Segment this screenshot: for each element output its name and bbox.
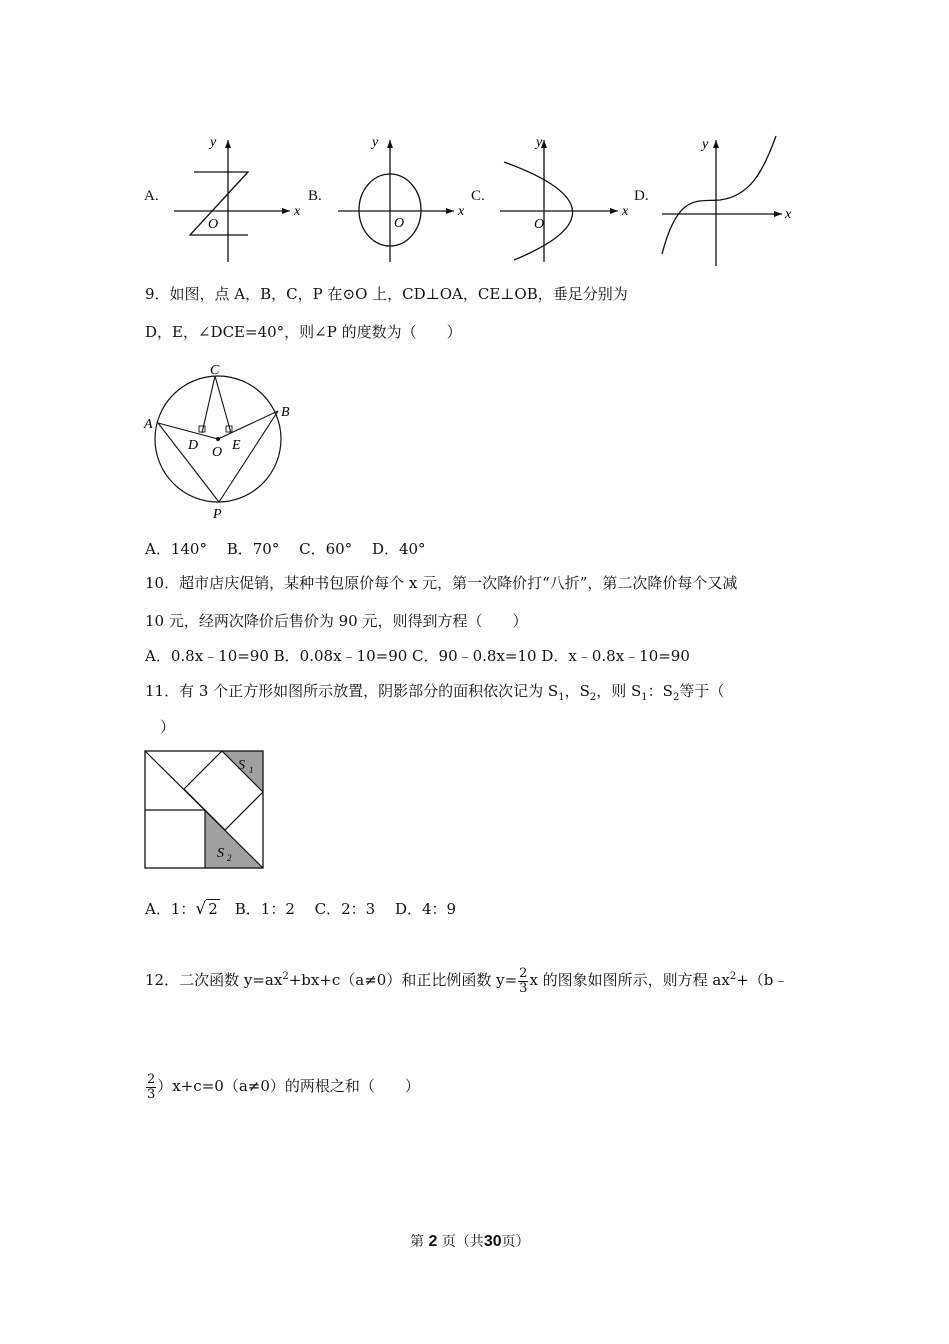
y-axis-label: y [702, 137, 709, 152]
x-axis-label: x [458, 204, 465, 219]
q11-option-a: A．1： [145, 900, 196, 918]
sqrt-radicand: 2 [208, 900, 218, 918]
graph-d [658, 132, 798, 268]
point-e-label: E [232, 438, 241, 453]
q12-line2 [145, 1072, 420, 1102]
q11-line2: ） [160, 718, 176, 736]
option-a-label: A. [144, 188, 159, 204]
q11-sub-1b: 1 [641, 692, 648, 703]
s2-sub: 2 [227, 853, 232, 863]
graph-c [496, 132, 636, 264]
origin-label: O [394, 216, 405, 231]
page-footer [410, 1231, 530, 1251]
q12-part2: +bx+c（a≠0）和正比例函数 y= [288, 971, 518, 989]
q11-text-d: ：S [647, 682, 673, 700]
q11-options [145, 899, 456, 919]
fraction-2-3b [146, 1073, 156, 1102]
q10-options: A．0.8x﹣10=90 B．0.08x﹣10=90 C．90﹣0.8x=10 D．x﹣0.8x﹣10=90 [145, 647, 690, 665]
q11-line1 [145, 681, 724, 704]
q9-line1: 9．如图，点 A，B，C，P 在⊙O 上，CD⊥OA，CE⊥OB，垂足分别为 [145, 285, 628, 303]
footer-pre: 第 [410, 1234, 424, 1250]
q11-text-c: ，则 S [596, 682, 642, 700]
y-axis-label: y [210, 135, 217, 150]
q11-text-a: 11．有 3 个正方形如图所示放置，阴影部分的面积依次记为 S [145, 682, 559, 700]
option-c-label: C. [471, 188, 485, 204]
fraction-2-3 [518, 967, 528, 996]
point-b-label: B [281, 405, 290, 420]
q9-options: A．140° B．70° C．60° D．40° [145, 540, 426, 558]
x-axis-label: x [622, 204, 629, 219]
q11-options-rest: B．1：2 C．2：3 D．4：9 [219, 900, 457, 918]
frac-den: 3 [519, 980, 528, 996]
frac-den-b: 3 [147, 1086, 156, 1102]
q12-sup-b: 2 [729, 971, 737, 982]
y-axis-label: y [372, 135, 379, 150]
q10-line2: 10 元，经两次降价后售价为 90 元，则得到方程（ ） [145, 612, 528, 630]
footer-post: 页） [501, 1234, 530, 1250]
q11-text-e: 等于（ [679, 682, 725, 700]
x-axis-label: x [294, 204, 301, 219]
footer-page-number: 2 [428, 1233, 438, 1250]
s2-label: S [217, 846, 224, 861]
q12-part4: +（b﹣ [736, 971, 789, 989]
footer-total-pages: 30 [483, 1233, 502, 1250]
q11-squares-figure [143, 748, 267, 872]
q12-sup-a: 2 [282, 971, 289, 982]
point-c-label: C [210, 363, 220, 378]
q9-circle-figure [140, 358, 300, 520]
frac-num: 2 [519, 965, 528, 981]
s1-sub: 1 [249, 765, 254, 775]
point-p-label: P [213, 507, 222, 520]
origin-label: O [534, 217, 545, 232]
point-o-label: O [212, 445, 223, 460]
point-a-label: A [144, 417, 153, 432]
y-axis-label: y [536, 135, 543, 150]
option-d-label: D. [634, 188, 649, 204]
footer-mid: 页（共 [441, 1234, 484, 1250]
sqrt-symbol: √ 2 [195, 899, 218, 919]
q11-text-b: ，S [564, 682, 590, 700]
option-b-label: B. [308, 188, 322, 204]
graph-a [170, 132, 310, 264]
origin-label: O [208, 217, 219, 232]
q11-sub-1: 1 [558, 692, 565, 703]
q9-line2: D，E，∠DCE=40°，则∠P 的度数为（ ） [145, 323, 462, 341]
point-d-label: D [188, 438, 199, 453]
q11-sub-2: 2 [589, 692, 597, 703]
frac-num-b: 2 [147, 1071, 156, 1087]
q10-line1: 10．超市店庆促销，某种书包原价每个 x 元，第一次降价打“八折”，第二次降价每个又减 [145, 574, 738, 592]
q12-line2-rest: ）x+c=0（a≠0）的两根之和（ ） [157, 1077, 420, 1095]
q12-part3: x 的图象如图所示，则方程 ax [529, 971, 730, 989]
q11-sub-2b: 2 [672, 692, 680, 703]
q12-part1: 12．二次函数 y=ax [145, 971, 283, 989]
graph-b [334, 132, 474, 264]
s1-label: S [238, 758, 245, 773]
x-axis-label: x [785, 207, 792, 222]
q12-line1 [145, 966, 788, 997]
